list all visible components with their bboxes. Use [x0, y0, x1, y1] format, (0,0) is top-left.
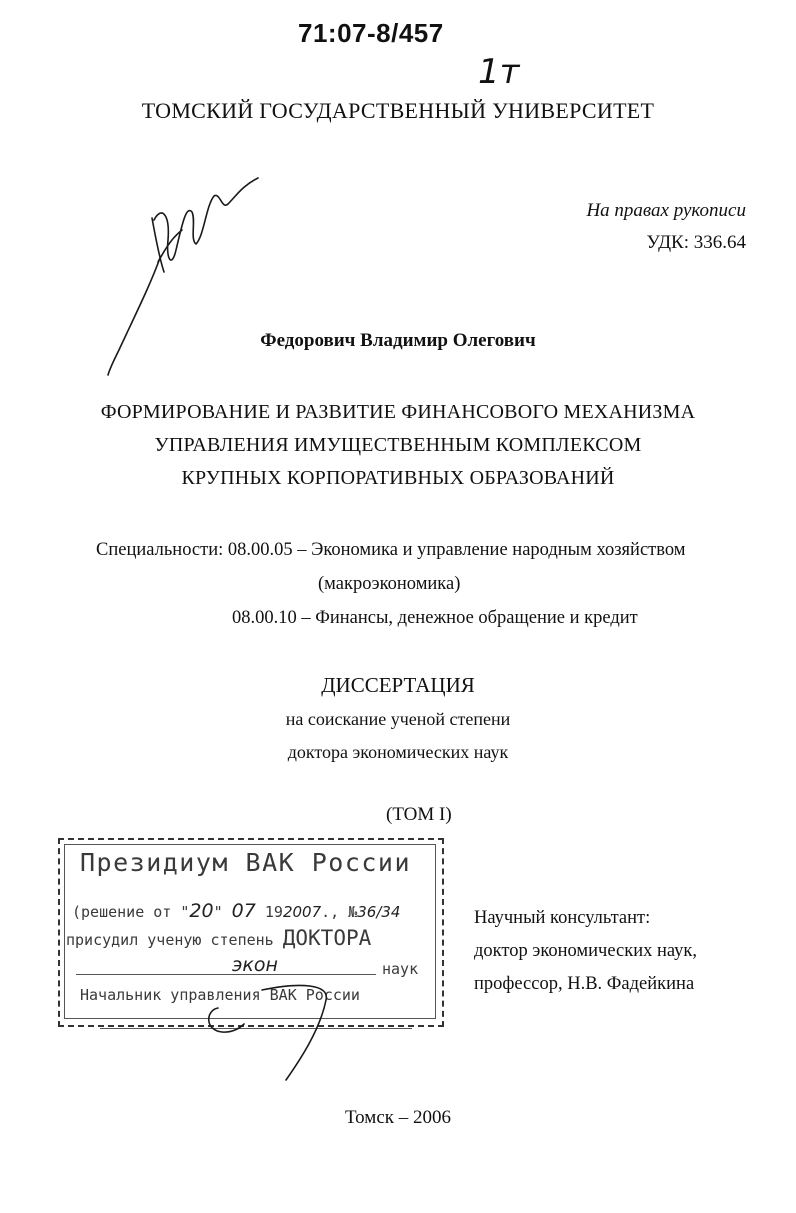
degree-line-2: доктора экономических наук: [287, 742, 509, 762]
specialty-08-00-05-continuation: (макроэкономика): [318, 574, 461, 594]
vak-field-handwritten: экон: [232, 954, 278, 976]
vak-stamp-title: Президиум ВАК России: [80, 848, 412, 877]
specialty-08-00-05: 08.00.05 – Экономика и управление народным хозяйством: [227, 540, 686, 560]
degree-line-1: на соискание ученой степени: [285, 709, 511, 729]
specialties-label: Специальности:: [96, 540, 224, 560]
consultant-label: Научный консультант:: [474, 908, 651, 928]
vak-decision-sep: ": [213, 903, 223, 921]
city-year: Томск – 2006: [344, 1107, 451, 1128]
vak-stamp-award-row: [66, 926, 371, 950]
vak-decision-month: 07: [231, 900, 256, 922]
author-name: Федорович Владимир Олегович: [260, 330, 536, 351]
university-name: ТОМСКИЙ ГОСУДАРСТВЕННЫЙ УНИВЕРСИТЕТ: [141, 98, 655, 123]
dissertation-title-line-2: УПРАВЛЕНИЯ ИМУЩЕСТВЕННЫМ КОМПЛЕКСОМ: [154, 434, 642, 456]
dissertation-heading: ДИССЕРТАЦИЯ: [321, 673, 475, 697]
vak-sciences-label: наук: [382, 960, 419, 978]
consultant-name: профессор, Н.В. Фадейкина: [474, 974, 695, 994]
vak-decision-day: 20: [189, 900, 214, 922]
manuscript-rights: На правах рукописи: [586, 200, 746, 221]
vak-decision-number: 36/34: [357, 903, 401, 921]
vak-signature-line: [100, 1028, 412, 1029]
vak-year-prefix: 19: [264, 903, 283, 921]
vak-degree: ДОКТОРА: [282, 926, 372, 950]
vak-head-title: Начальник управления ВАК России: [80, 986, 360, 1004]
handwritten-sheet-mark: 1т: [478, 52, 520, 92]
vak-decision-prefix: (решение от ": [72, 903, 190, 921]
vak-number-sign: ., №: [321, 903, 358, 921]
archive-number: 71:07-8/457: [298, 18, 444, 48]
consultant-degree: доктор экономических наук,: [474, 941, 698, 961]
vak-awarded-label: присудил ученую степень: [66, 931, 274, 949]
vak-decision-year: 2007: [282, 903, 322, 921]
udk-code: УДК: 336.64: [646, 232, 746, 253]
specialty-08-00-10: 08.00.10 – Финансы, денежное обращение и кредит: [232, 608, 638, 628]
vak-field-line: [76, 974, 376, 975]
dissertation-title-line-3: КРУПНЫХ КОРПОРАТИВНЫХ ОБРАЗОВАНИЙ: [181, 467, 615, 489]
volume-label: (ТОМ I): [386, 804, 452, 825]
vak-stamp-decision-row: [72, 900, 400, 922]
specialties-block: [96, 540, 685, 561]
dissertation-title-line-1: ФОРМИРОВАНИЕ И РАЗВИТИЕ ФИНАНСОВОГО МЕХАНИЗМА: [100, 401, 696, 423]
